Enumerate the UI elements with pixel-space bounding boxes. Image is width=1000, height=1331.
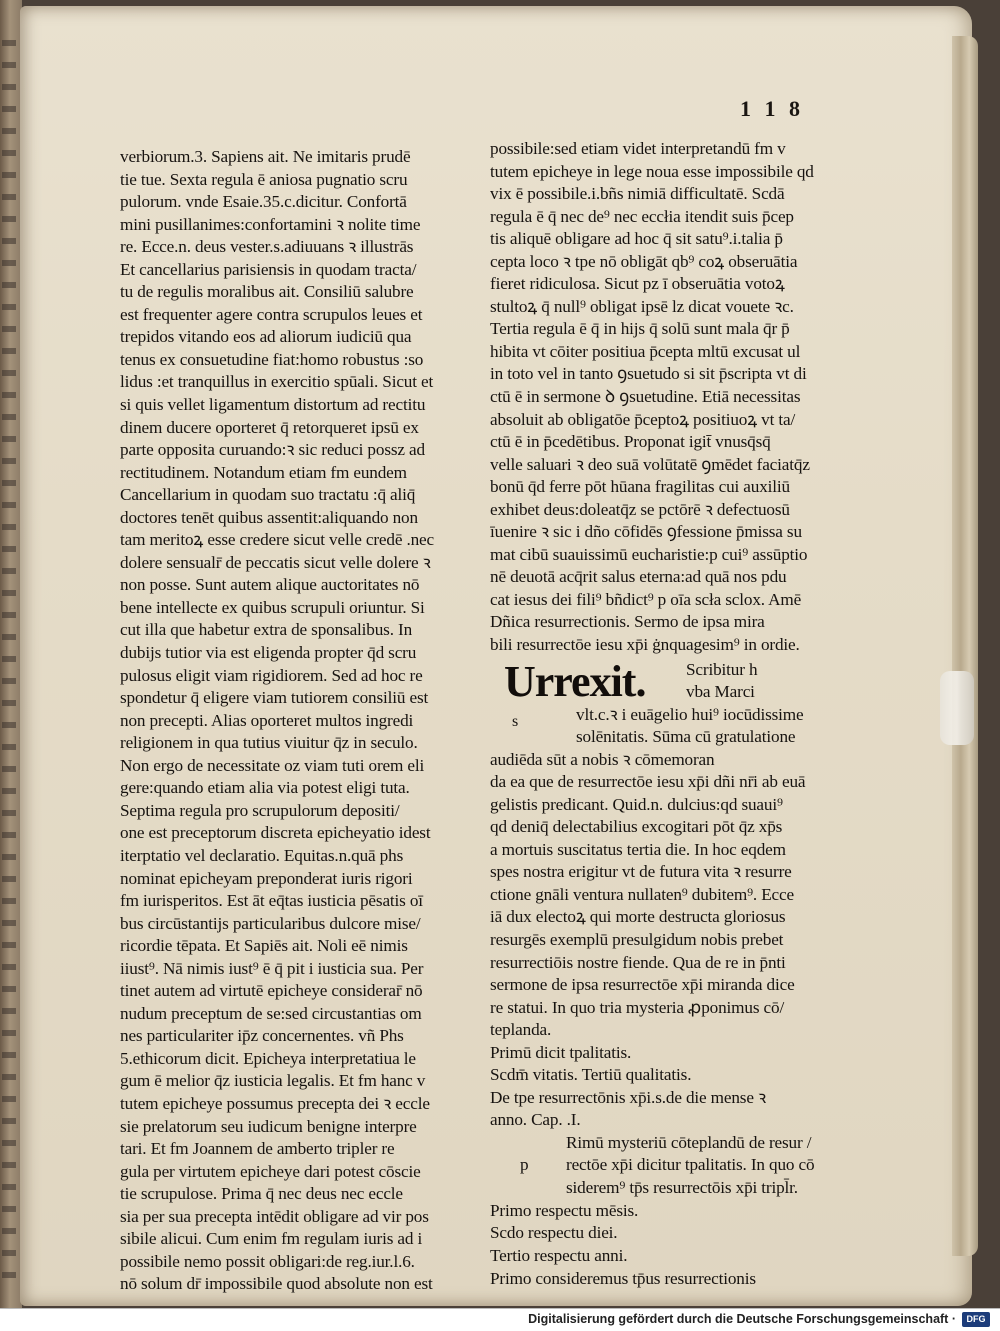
fragment-text-mark — [2, 678, 16, 684]
fragment-text-mark — [2, 1272, 16, 1278]
chapter-guide-letter: p — [520, 1154, 529, 1174]
text-line: Primo respectu mēsis. — [490, 1200, 639, 1220]
text-line: tam meritoꝝ esse credere sicut velle credē .nec — [120, 530, 435, 550]
text-line: hibita vt cōiter positiua p̄cepta mltū excusat ul — [490, 341, 801, 361]
text-line: spes nostra erigitur vt de futura vita ꝛ resurre — [490, 862, 792, 882]
fragment-text-mark — [2, 964, 16, 970]
sermon-opening — [490, 656, 842, 749]
fragment-text-mark — [2, 1008, 16, 1014]
text-line: teplanda. — [490, 1020, 552, 1040]
fragment-text-mark — [2, 326, 16, 332]
fragment-text-mark — [2, 238, 16, 244]
text-line: exhibet deus:doleatq̄z se pctōrē ꝛ defectuosū — [490, 499, 790, 519]
text-line: re statui. In quo tria mysteria ꝓponimus cō/ — [490, 997, 785, 1017]
fragment-text-mark — [2, 656, 16, 662]
fragment-text-mark — [2, 986, 16, 992]
text-line: Tertia regula ē q̄ in hijs q̄ solū sunt mala q̄r p̄ — [490, 319, 790, 339]
guide-letter: s — [512, 712, 519, 730]
text-line: tenus ex consuetudine fiat:homo robustus :so — [120, 349, 424, 369]
fragment-text-mark — [2, 84, 16, 90]
chapter-line: rectōe xp̄i dicitur tpalitatis. In quo cō — [566, 1155, 815, 1175]
left-text-column — [120, 146, 495, 1296]
fragment-text-mark — [2, 810, 16, 816]
text-line: Tertio respectu anni. — [490, 1245, 628, 1265]
text-line: est frequenter agere contra scrupulos leues et — [120, 304, 423, 324]
fragment-text-mark — [2, 282, 16, 288]
fragment-text-mark — [2, 876, 16, 882]
text-line: audiēda sūt a nobis ꝛ cōmemoran — [490, 749, 715, 769]
text-line: īuenire ꝛ sic i dño cōfidēs ꝯfessione p̄missa su — [490, 522, 802, 542]
text-line: Et cancellarius parisiensis in quodam tracta/ — [120, 259, 417, 279]
text-line: gelistis predicant. Quid.n. dulcius:qd suaui⁹ — [490, 794, 783, 814]
fragment-text-mark — [2, 194, 16, 200]
text-line: tie scrupulose. Prima q̄ nec deus nec eccle — [120, 1184, 403, 1204]
fragment-text-mark — [2, 766, 16, 772]
text-line: Cancellarium in quodam suo tractatu :q̄ aliq̄ — [120, 485, 416, 505]
fragment-text-mark — [2, 304, 16, 310]
text-line: nudum preceptum de se:sed circustantias om — [120, 1003, 422, 1023]
fragment-text-mark — [2, 612, 16, 618]
fragment-text-mark — [2, 348, 16, 354]
text-line: sie prelatorum seu iudicum benigne interpre — [120, 1116, 417, 1136]
text-line: lidus :et tranquillus in exercitio spūali. Sicut et — [120, 372, 434, 392]
text-line: bus circūstantijs particularibus dulcore mise/ — [120, 913, 421, 933]
text-line: tutem epicheye in lege noua esse impossibile qd — [490, 161, 814, 181]
text-line: sermone de ipsa resurrectōe xp̄i miranda dice — [490, 975, 795, 995]
text-line: pulosus eligit viam rigidiorem. Sed ad hoc re — [120, 665, 423, 685]
text-line: ctione gnāli ventura nullaten⁹ dubitem⁹. Ecce — [490, 884, 794, 904]
text-line: possibile nemo possit obligari:de reg.iur.l.6. — [120, 1251, 415, 1271]
text-line: in toto vel in tanto ꝯsuetudo si sit p̄scripta vt di — [490, 364, 807, 384]
text-line: trepidos vitando eos ad aliorum iudiciū qua — [120, 327, 412, 347]
sermon-text — [490, 749, 842, 1132]
opening-line: solēnitatis. Sūma cū gratulatione — [576, 727, 796, 747]
text-line: verbiorum.3. Sapiens ait. Ne imitaris prudē — [120, 147, 411, 166]
text-line: 5.ethicorum dicit. Epicheya interpretatiua le — [120, 1048, 416, 1068]
text-line: one est preceptorum discreta epicheyatio idest — [120, 823, 431, 843]
text-line: resurrectiōis nostre fiende. Qua de re in p̄nti — [490, 952, 786, 972]
fragment-text-mark — [2, 1250, 16, 1256]
text-line: tu de regulis moralibus ait. Consiliū salubre — [120, 282, 414, 302]
text-line: iā dux electoꝝ qui morte destructa gloriosus — [490, 907, 786, 927]
fragment-text-mark — [2, 920, 16, 926]
text-line: Septima regula pro scrupulorum depositi/ — [120, 800, 400, 820]
text-line: nes particulariter ip̄z concernentes. vñ Phs — [120, 1026, 404, 1046]
fragment-text-mark — [2, 128, 16, 134]
text-line: qd deniq̄ delectabilius excogitari pōt q̄z xp̄s — [490, 817, 783, 837]
fragment-text-mark — [2, 150, 16, 156]
fragment-text-mark — [2, 216, 16, 222]
text-line: ctū ē in sermone ꝺ ꝯsuetudine. Etiā necessitas — [490, 387, 801, 407]
text-line: nō solum dr̄ impossibile quod absolute non est — [120, 1274, 433, 1294]
footer-bar — [0, 1308, 1000, 1331]
text-line: Dñica resurrectionis. Sermo de ipsa mira — [490, 612, 765, 632]
fragment-text-mark — [2, 458, 16, 464]
text-line: pulorum. vnde Esaie.35.c.dicitur. Confortā — [120, 192, 407, 212]
text-line: gula per virtutem epicheye dari potest cōscie — [120, 1161, 421, 1181]
text-line: religionem in qua tutius viuitur q̄z in seculo. — [120, 733, 418, 753]
page-clip — [940, 671, 974, 745]
text-line: tutem epicheye possumus precepta dei ꝛ eccle — [120, 1093, 430, 1113]
adjacent-page-fragment — [0, 0, 22, 1308]
text-line: spondetur q̄ eligere viam tutiorem consiliū est — [120, 688, 429, 708]
fragment-text-mark — [2, 1228, 16, 1234]
sermon-ending — [490, 138, 842, 657]
initial-word: Urrexit. — [504, 656, 646, 706]
text-line: stultoꝝ q̄ null⁹ obligat ipsē lz dicat vouete ꝛc. — [490, 296, 794, 316]
fragment-text-mark — [2, 1140, 16, 1146]
text-line: Scdo respectu diei. — [490, 1223, 618, 1243]
fragment-text-mark — [2, 502, 16, 508]
fragment-text-mark — [2, 854, 16, 860]
fragment-text-mark — [2, 942, 16, 948]
text-line: bene intellecte ex quibus scrupuli oriuntur. Si — [120, 597, 425, 617]
fragment-text-mark — [2, 1096, 16, 1102]
fragment-text-mark — [2, 480, 16, 486]
page-edge — [952, 36, 978, 1256]
fragment-text-mark — [2, 1118, 16, 1124]
fragment-text-mark — [2, 1030, 16, 1036]
text-line: nominat epicheyam preponderat iuris rigori — [120, 868, 413, 888]
text-line: gere:quando etiam alia via potest eligi tuta. — [120, 778, 410, 798]
fragment-text-mark — [2, 634, 16, 640]
fragment-text-mark — [2, 370, 16, 376]
text-line: ctū ē in p̄cedētibus. Proponat igit̄ vnusq̄sq̄ — [490, 432, 771, 452]
text-line: nē deuotā acq̄rit salus eterna:ad quā nos pdu — [490, 567, 787, 587]
text-line: parte opposita curuando:ꝛ sic reduci possz ad — [120, 440, 425, 460]
chapter-one — [490, 1132, 842, 1200]
fragment-text-mark — [2, 414, 16, 420]
text-line: bonū q̄d ferre pōt hūana fragilitas cui auxiliū — [490, 477, 790, 497]
fragment-text-mark — [2, 1074, 16, 1080]
text-line: resurgēs exemplū presulgidum nobis prebet — [490, 929, 784, 949]
text-line: dinem ducere oporteret q̄ retorqueret ipsū ex — [120, 417, 419, 437]
text-line: velle saluari ꝛ deo suā volūtatē ꝯmēdet faciatq̄z — [490, 454, 810, 474]
text-line: Scdm̄ vitatis. Tertiū qualitatis. — [490, 1065, 692, 1085]
text-line: da ea que de resurrectōe iesu xp̄i dñi nr̄i ab euā — [490, 772, 806, 792]
fragment-text-mark — [2, 1162, 16, 1168]
fragment-text-mark — [2, 832, 16, 838]
fragment-text-mark — [2, 1052, 16, 1058]
text-line: fm iurisperitos. Est āt eq̄tas iusticia pēsatis oī — [120, 891, 423, 911]
fragment-text-mark — [2, 62, 16, 68]
fragment-text-mark — [2, 700, 16, 706]
text-line: doctores tenēt quibus assentit:aliquando non — [120, 507, 418, 527]
opening-line: vlt.c.ꝛ i euāgelio hui⁹ iocūdissime — [576, 704, 804, 724]
text-line: ricordie tēpata. Et Sapiēs ait. Noli eē nimis — [120, 936, 408, 956]
footer-credit: Digitalisierung gefördert durch die Deutsche Forschungsgemeinschaft · — [528, 1312, 956, 1326]
text-line: dolere sensualr̄ de peccatis sicut velle dolere ꝛ — [120, 552, 431, 572]
fragment-text-mark — [2, 106, 16, 112]
text-line: gum ē melior q̄z iusticia legalis. Et fm hanc v — [120, 1071, 426, 1091]
fragment-text-mark — [2, 40, 16, 46]
text-line: Primo consideremus tp̄us resurrectionis — [490, 1268, 756, 1288]
fragment-text-mark — [2, 744, 16, 750]
text-line: a mortuis suscitatus tertia die. In hoc eqdem — [490, 839, 786, 859]
text-line: sibile alicui. Cum enim fm regulam iuris ad i — [120, 1229, 423, 1249]
fragment-text-mark — [2, 898, 16, 904]
text-line: Primū dicit tpalitatis. — [490, 1042, 632, 1062]
text-line: fieret ridiculosa. Sicut pz ī obseruātia votoꝝ — [490, 274, 785, 294]
text-line: si quis vellet ligamentum distortum ad rectitu — [120, 395, 426, 415]
fragment-text-mark — [2, 260, 16, 266]
text-line: cepta loco ꝛ tpe nō obligāt qb⁹ coꝝ obseruātia — [490, 251, 798, 271]
text-line: mat cibū suauissimū eucharistie:p cui⁹ assūptio — [490, 544, 808, 564]
folio-number: 1 1 8 — [740, 96, 804, 121]
fragment-text-mark — [2, 172, 16, 178]
text-line: regula ē q̄ nec de⁹ nec eccłia itendit suis p̄cep — [490, 206, 794, 226]
fragment-text-mark — [2, 590, 16, 596]
fragment-text-mark — [2, 568, 16, 574]
chapter-line: siderem⁹ tp̄s resurrectōis xp̄i tripl̄r. — [566, 1177, 798, 1197]
text-line: cut illa que habetur extra de sponsalibus. In — [120, 620, 413, 640]
opening-line: Scribitur h — [686, 659, 758, 679]
text-line: iterptatio vel declaratio. Equitas.n.quā phs — [120, 845, 404, 865]
right-text-column — [490, 138, 842, 1290]
fragment-text-mark — [2, 1206, 16, 1212]
text-line: tis aliquē obligare ad hoc q̄ sit satu⁹.i.talia p̄ — [490, 229, 783, 249]
fragment-text-mark — [2, 546, 16, 552]
text-line: anno. Cap. .I. — [490, 1110, 581, 1130]
text-line: rectitudinem. Notandum etiam fm eundem — [120, 462, 407, 482]
fragment-text-mark — [2, 1184, 16, 1190]
chapter-line: Rimū mysteriū cōteplandū de resur / — [566, 1132, 812, 1152]
text-line: mini pusillanimes:confortamini ꝛ nolite time — [120, 214, 421, 234]
text-line: possibile:sed etiam videt interpretandū fm v — [490, 139, 786, 158]
text-line: iiust⁹. Nā nimis iust⁹ ē q̄ pit i iusticia sua. Per — [120, 958, 424, 978]
chapter-points — [490, 1200, 842, 1290]
text-line: non precepti. Alias oporteret multos ingredi — [120, 710, 414, 730]
text-line: vix ē possibile.i.bñs nimiā difficultatē. Scdā — [490, 184, 785, 204]
fragment-text-mark — [2, 788, 16, 794]
text-line: non posse. Sunt autem alique auctoritates nō — [120, 575, 420, 595]
text-line: re. Ecce.n. deus vester.s.adiuuans ꝛ illustrās — [120, 237, 414, 257]
text-line: tie tue. Sexta regula ē aniosa pugnatio scru — [120, 169, 408, 189]
text-line: dubijs tutior via est eligenda propter q̄d scru — [120, 643, 417, 663]
text-line: cat iesus dei fili⁹ bñdict⁹ p oīa scła sclox. Amē — [490, 589, 802, 609]
dfg-logo: DFG — [962, 1312, 990, 1327]
text-line: tari. Et fm Joannem de amberto tripler re — [120, 1139, 395, 1159]
fragment-text-mark — [2, 392, 16, 398]
text-line: tinet autem ad virtutē epicheye considerar̄ nō — [120, 981, 423, 1001]
fragment-text-mark — [2, 524, 16, 530]
text-line: absoluit ab obligatōe p̄ceptoꝝ positiuoꝝ vt ta/ — [490, 409, 796, 429]
text-line: bili resurrectōe iesu xp̄i ġnquagesim⁹ in ordie. — [490, 635, 800, 655]
text-line: Non ergo de necessitate oz viam tuti orem eli — [120, 755, 425, 775]
text-line: sia per sua precepta intēdit obligare ad vir pos — [120, 1206, 429, 1226]
text-line: De tpe resurrectōnis xp̄i.s.de die mense ꝛ — [490, 1087, 766, 1107]
fragment-text-mark — [2, 722, 16, 728]
opening-line: vba Marci — [686, 682, 755, 702]
fragment-text-mark — [2, 436, 16, 442]
